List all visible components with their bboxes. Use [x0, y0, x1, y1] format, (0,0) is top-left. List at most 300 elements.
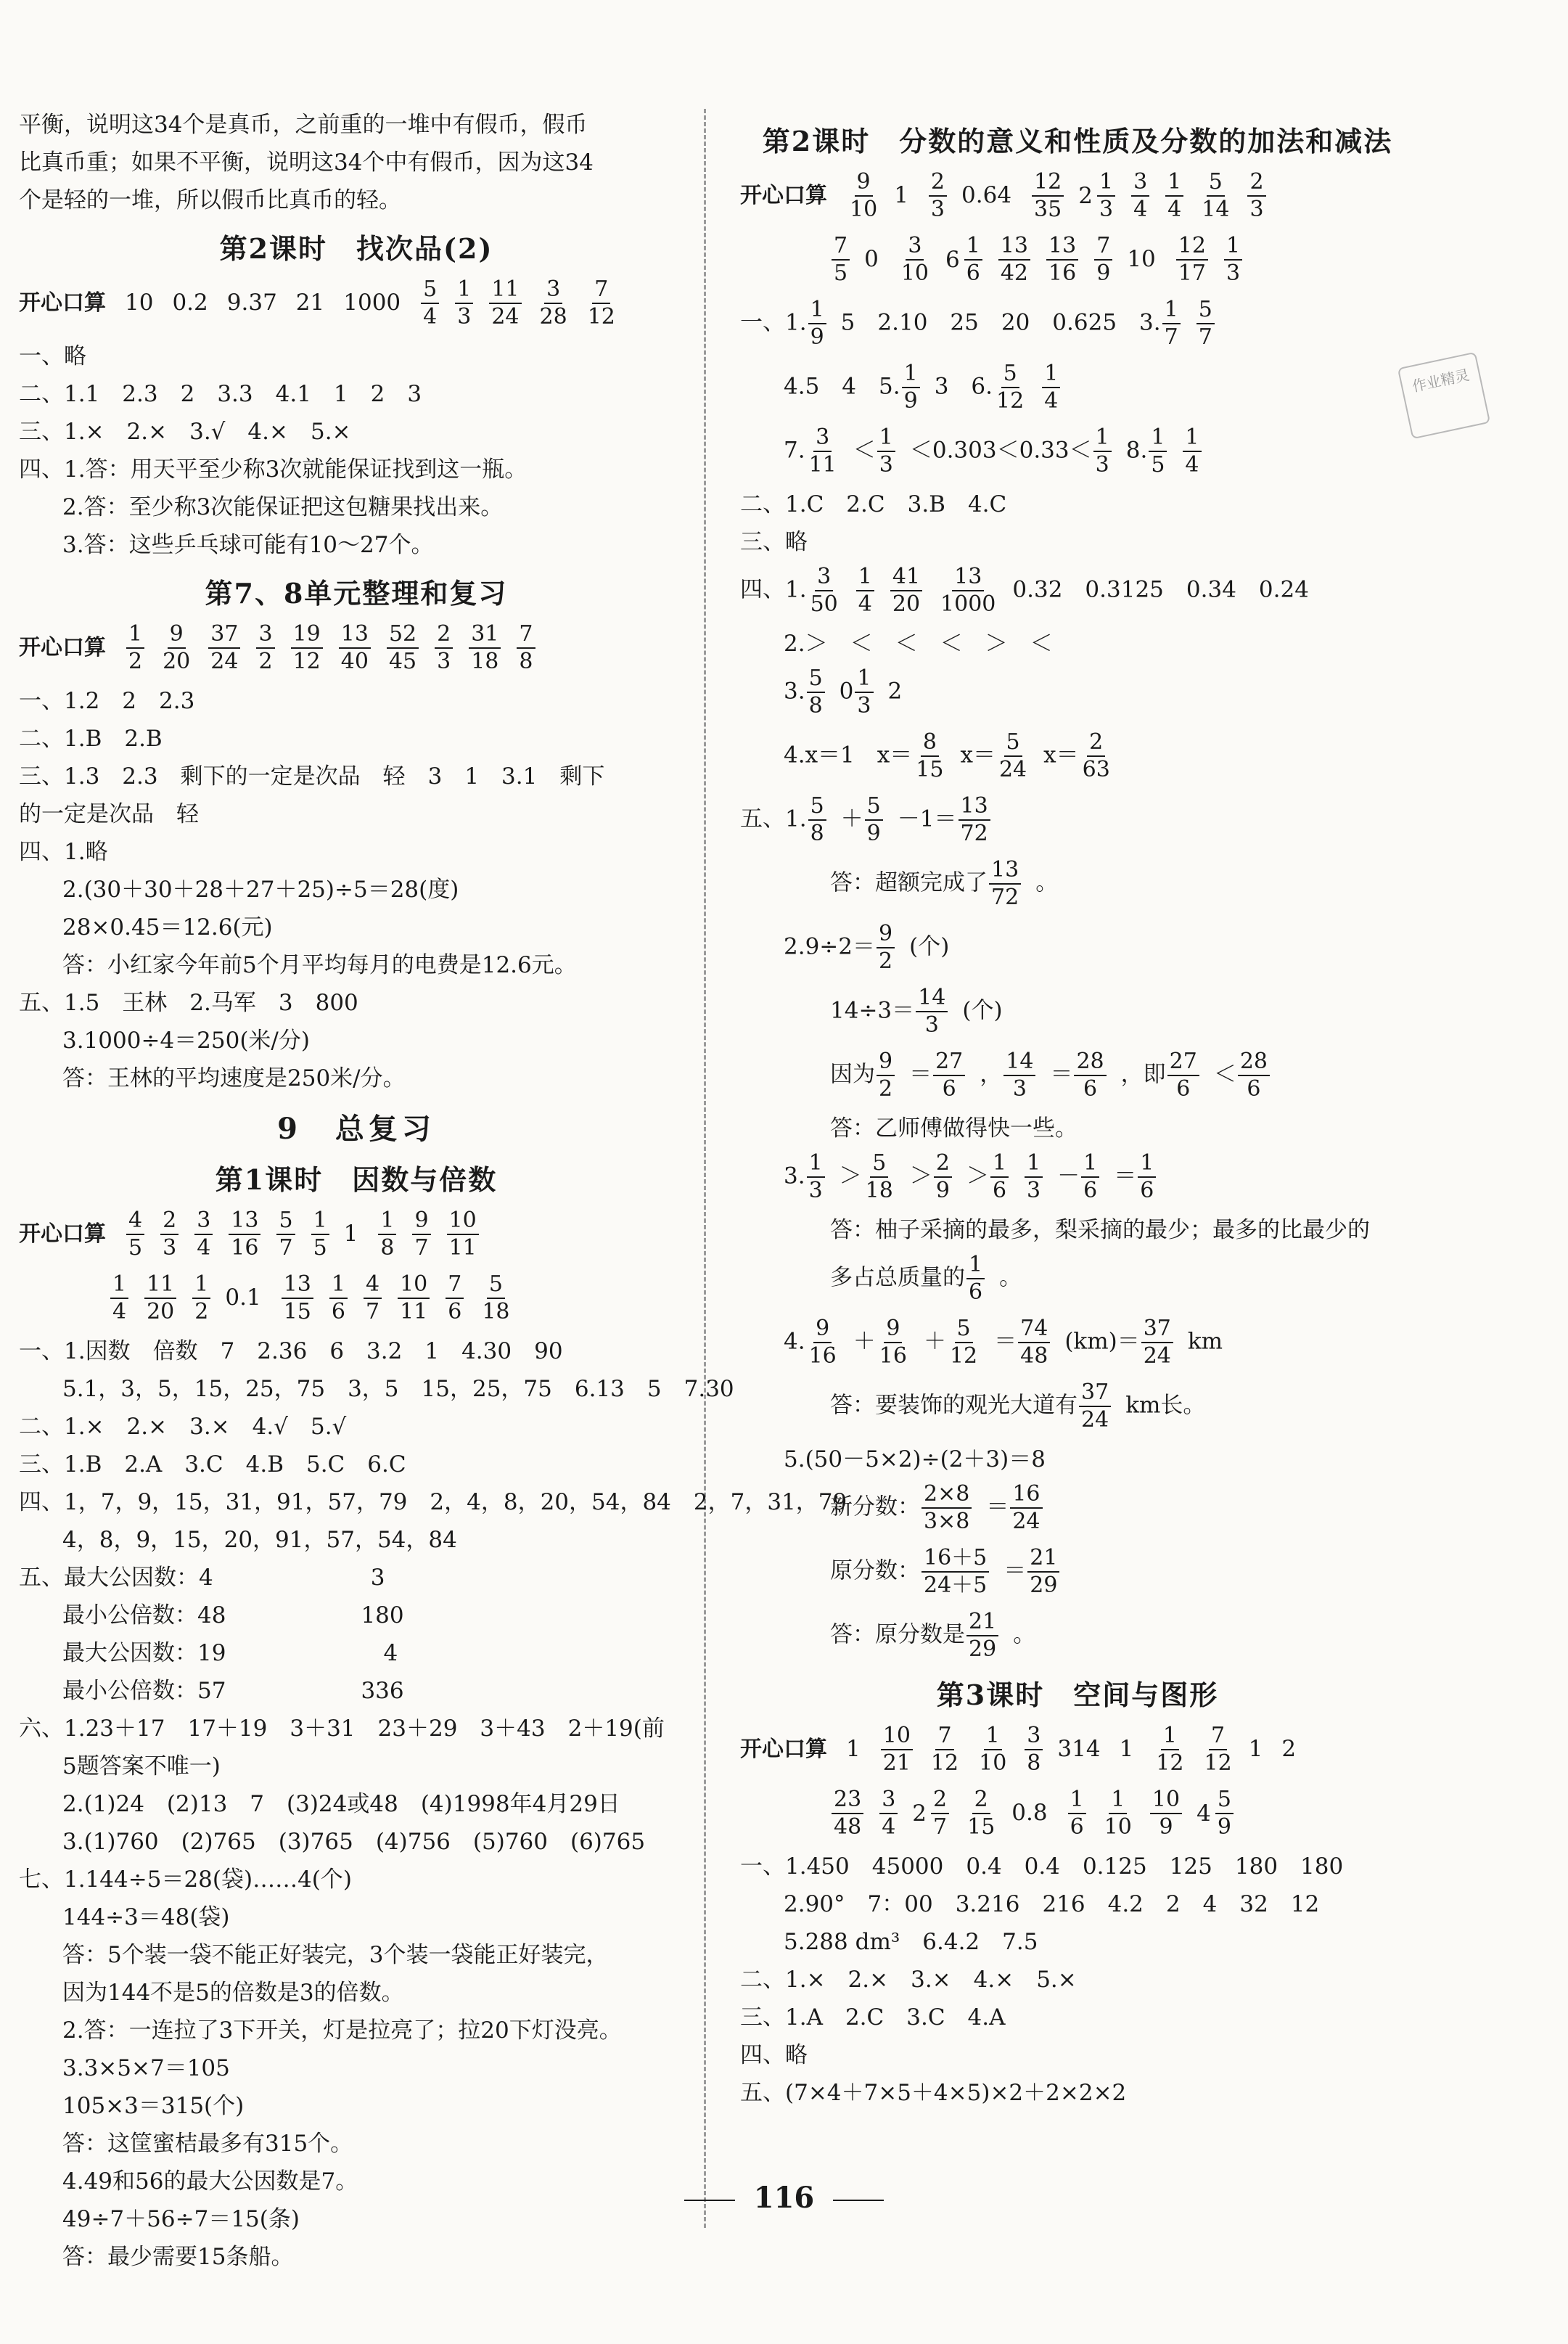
- numerator: 27: [1167, 1049, 1199, 1076]
- fraction: [994, 361, 1026, 414]
- answer-text: (km)＝: [1064, 1328, 1140, 1355]
- numerator: 1: [1109, 1787, 1127, 1814]
- denominator: 5: [128, 1235, 143, 1261]
- numerator: 37: [1079, 1380, 1111, 1407]
- fraction: [1042, 361, 1060, 414]
- answer-text: ＝: [909, 1061, 932, 1088]
- fraction: [110, 1271, 128, 1325]
- answer-line: [740, 985, 1415, 1038]
- numerator: 31: [469, 621, 501, 649]
- denominator: 12: [587, 304, 615, 329]
- numerator: 1: [1081, 1150, 1099, 1178]
- numerator: 1: [856, 564, 874, 591]
- answer-line: [740, 1150, 1415, 1204]
- kouxuan-row: [19, 1208, 694, 1261]
- answer-text: －: [1057, 1163, 1080, 1189]
- answer-line: 答：乙师傅做得快一些。: [830, 1115, 1078, 1142]
- answer-text: 0.64: [961, 181, 1012, 208]
- denominator: 6: [942, 1076, 956, 1102]
- numerator: 9: [884, 1316, 902, 1343]
- fraction: [1032, 169, 1064, 223]
- kouxuan-row: [740, 233, 1415, 287]
- answer-text: 10: [125, 289, 154, 316]
- answer-line: 2.答：一连拉了3下开关，灯是拉亮了；拉20下灯没亮。: [62, 2017, 622, 2044]
- denominator: 21: [882, 1750, 911, 1776]
- numerator: 2: [934, 1150, 952, 1178]
- fraction: [1138, 1150, 1156, 1204]
- answer-text: 3 6.: [934, 373, 993, 400]
- fraction: [877, 425, 895, 478]
- answer-line: 一、略: [19, 343, 86, 369]
- denominator: 1000: [940, 591, 996, 617]
- fraction: [965, 1787, 997, 1840]
- answer-text: 原分数：: [830, 1557, 920, 1584]
- denominator: 35: [1034, 197, 1062, 222]
- denominator: 12: [1156, 1750, 1184, 1776]
- whole-part: 4: [1196, 1800, 1211, 1827]
- numerator: 7: [832, 233, 850, 261]
- answer-text: 10: [1127, 245, 1156, 272]
- fraction: [194, 1208, 213, 1261]
- numerator: 13: [1046, 233, 1078, 261]
- denominator: 15: [916, 757, 944, 782]
- answer-text: 4.x＝1 x＝: [784, 742, 913, 769]
- answer-text: 314: [1057, 1735, 1101, 1762]
- denominator: 3: [163, 1235, 177, 1261]
- numerator: 7: [1094, 233, 1112, 261]
- kouxuan-row: [740, 1787, 1415, 1840]
- fraction: [489, 276, 521, 330]
- fraction: [329, 1271, 348, 1325]
- answer-text: 1: [343, 1220, 358, 1247]
- numerator: 5: [807, 665, 825, 693]
- answer-line: 最小公倍数：57 336: [62, 1678, 404, 1704]
- answer-line: [740, 793, 1415, 847]
- fraction: [1027, 1545, 1059, 1599]
- denominator: 29: [969, 1636, 997, 1662]
- answer-text: 0: [839, 678, 854, 705]
- denominator: 4: [197, 1235, 211, 1261]
- answer-text: 7.: [784, 437, 805, 464]
- answer-line: 二、1.C 2.C 3.B 4.C: [740, 491, 1007, 517]
- footer-dash-left: [684, 2200, 735, 2201]
- answer-text: 0: [864, 245, 879, 272]
- numerator: 7: [517, 621, 535, 649]
- page-number: 116: [753, 2181, 815, 2215]
- numerator: 74: [1018, 1316, 1050, 1343]
- fraction: [1199, 169, 1231, 223]
- answer-line: 一、1.因数 倍数 7 2.36 6 3.2 1 4.30 90: [19, 1338, 563, 1364]
- numerator: 10: [398, 1271, 430, 1299]
- answer-line: 2.＞ ＜ ＜ ＜ ＞ ＜: [784, 631, 1053, 657]
- answer-text: 0.2: [172, 289, 208, 316]
- numerator: 1: [807, 1150, 825, 1178]
- answer-line: 3.3×5×7＝105: [62, 2055, 230, 2081]
- numerator: 3: [194, 1208, 213, 1235]
- fraction: [586, 276, 617, 330]
- numerator: 13: [952, 564, 984, 591]
- denominator: 6: [1083, 1076, 1098, 1102]
- denominator: 7: [933, 1814, 948, 1840]
- fraction: [890, 564, 922, 618]
- answer-line: 六、1.23＋17 17＋19 3＋31 23＋29 3＋43 2＋19(前: [19, 1716, 665, 1742]
- numerator: 2: [1087, 729, 1105, 757]
- fraction: [966, 1609, 998, 1663]
- answer-text: 1: [846, 1735, 861, 1762]
- fraction: [1176, 233, 1208, 287]
- answer-line: [740, 665, 1415, 719]
- answer-line: 105×3＝315(个): [62, 2093, 245, 2119]
- answer-text: (个): [962, 997, 1003, 1024]
- fraction: [282, 1271, 313, 1325]
- answer-text: 1000: [343, 289, 401, 316]
- answer-text: －1＝: [897, 806, 957, 832]
- denominator: 16: [879, 1343, 907, 1369]
- denominator: 8: [810, 821, 824, 846]
- answer-line: 3.(1)760 (2)765 (3)765 (4)756 (5)760 (6)765: [62, 1829, 646, 1855]
- answer-line: 一、1.450 45000 0.4 0.4 0.125 125 180 180: [740, 1853, 1344, 1880]
- numerator: 3: [544, 276, 562, 304]
- denominator: 3: [1012, 1076, 1027, 1102]
- numerator: 2: [929, 169, 947, 197]
- fraction: [921, 1545, 989, 1599]
- denominator: 6: [992, 1178, 1007, 1203]
- denominator: 72: [991, 885, 1019, 910]
- numerator: 1: [855, 665, 873, 693]
- answer-text: 4.: [784, 1328, 805, 1355]
- whole-part: 2: [912, 1800, 927, 1827]
- numerator: 9: [813, 1316, 832, 1343]
- denominator: 11: [448, 1235, 477, 1261]
- answer-line: 3.1000÷4＝250(米/分): [62, 1028, 310, 1054]
- section-title: 第2课时 找次品(2): [219, 232, 493, 265]
- answer-line: 答：王林的平均速度是250米/分。: [62, 1065, 406, 1091]
- numerator: 4: [126, 1208, 144, 1235]
- numerator: 5: [1004, 729, 1022, 757]
- answer-line: [740, 921, 1415, 975]
- fraction: [998, 233, 1030, 287]
- answer-line: 28×0.45＝12.6(元): [62, 914, 273, 941]
- numerator: 28: [1074, 1049, 1106, 1076]
- denominator: 6: [966, 261, 980, 286]
- numerator: 5: [1196, 297, 1215, 324]
- denominator: 4: [1044, 388, 1059, 414]
- denominator: 3: [1095, 452, 1109, 478]
- answer-line: 5题答案不唯一): [62, 1753, 221, 1779]
- numerator: 11: [489, 276, 521, 304]
- section-title: 第7、8单元整理和复习: [205, 577, 508, 610]
- answer-text: ＋: [853, 1328, 876, 1355]
- numerator: 3: [1025, 1723, 1043, 1750]
- kouxuan-label: 开心口算: [19, 290, 106, 316]
- fraction: [948, 1316, 980, 1369]
- denominator: 3: [437, 649, 451, 674]
- answer-text: ＝: [986, 1493, 1009, 1520]
- denominator: 48: [834, 1814, 862, 1840]
- numerator: 14: [916, 985, 948, 1012]
- fraction: [1165, 169, 1183, 223]
- fraction: [856, 564, 874, 618]
- right-column: [740, 109, 1415, 2115]
- fraction: [455, 276, 473, 330]
- section-title: 第2课时 分数的意义和性质及分数的加法和减法: [762, 125, 1393, 157]
- numerator: 1: [192, 1271, 210, 1299]
- fraction: [1150, 1787, 1182, 1840]
- numerator: 4: [364, 1271, 382, 1299]
- denominator: 10: [850, 197, 878, 222]
- fraction: [863, 1150, 895, 1204]
- answer-line: [740, 1545, 1415, 1599]
- fraction: [807, 1316, 839, 1369]
- denominator: 2: [128, 649, 143, 674]
- denominator: 29: [1030, 1573, 1058, 1598]
- denominator: 6: [448, 1299, 462, 1324]
- fraction: [256, 621, 274, 675]
- numerator: 1: [1138, 1150, 1156, 1178]
- fraction: [1183, 425, 1201, 478]
- denominator: 3: [1226, 261, 1241, 286]
- answer-text: ＋: [923, 1328, 946, 1355]
- fraction: [929, 1723, 961, 1777]
- numerator: 1: [378, 1208, 396, 1235]
- fraction: [469, 621, 501, 675]
- denominator: 12: [949, 1343, 978, 1369]
- answer-text: ＝: [1003, 1557, 1027, 1584]
- answer-text: 。: [1013, 1621, 1036, 1648]
- answer-text: ＝: [994, 1328, 1017, 1355]
- numerator: 16＋5: [921, 1545, 989, 1573]
- fraction: [435, 621, 453, 675]
- denominator: 9: [810, 324, 824, 350]
- answer-text: 答：超额完成了: [830, 869, 988, 896]
- numerator: 13: [229, 1208, 260, 1235]
- mixed-number: [912, 1787, 952, 1840]
- fraction: [192, 1271, 210, 1325]
- denominator: 2: [879, 1076, 893, 1102]
- answer-text: 3.: [784, 678, 805, 705]
- numerator: 1: [808, 297, 826, 324]
- denominator: 24: [1143, 1343, 1171, 1369]
- numerator: 12: [1176, 233, 1208, 261]
- numerator: 1: [1068, 1787, 1086, 1814]
- denominator: 40: [340, 649, 369, 674]
- answer-text: km: [1187, 1328, 1223, 1355]
- answer-text: 因为: [830, 1061, 875, 1088]
- denominator: 6: [1070, 1814, 1084, 1840]
- fraction: [387, 621, 419, 675]
- numerator: 5: [865, 793, 883, 821]
- numerator: 13: [989, 857, 1021, 885]
- numerator: 3: [256, 621, 274, 649]
- answer-line: 平衡，说明这34个是真币，之前重的一堆中有假币，假币: [19, 112, 588, 138]
- fraction: [807, 425, 839, 478]
- denominator: 7: [279, 1235, 293, 1261]
- denominator: 6: [1247, 1076, 1261, 1102]
- numerator: 2: [972, 1787, 990, 1814]
- denominator: 17: [1178, 261, 1206, 286]
- denominator: 16: [808, 1343, 837, 1369]
- numerator: 1: [126, 621, 144, 649]
- numerator: 1: [1097, 169, 1115, 197]
- numerator: 5: [1001, 361, 1019, 388]
- answer-text: 1: [894, 181, 908, 208]
- answer-text: 1: [1248, 1735, 1263, 1762]
- fraction: [808, 297, 826, 351]
- answer-line: 2.90° 7：00 3.216 216 4.2 2 4 32 12: [784, 1891, 1320, 1917]
- answer-text: 3.: [784, 1163, 805, 1189]
- fraction: [480, 1271, 512, 1325]
- numerator: 1: [984, 1723, 1002, 1750]
- answer-line: 四、1，7，9，15，31，91，57，79 2，4，8，20，54，84 2，7，31，79: [19, 1489, 847, 1515]
- numerator: 2×8: [921, 1481, 972, 1509]
- fraction: [446, 1271, 464, 1325]
- fraction: [902, 361, 920, 414]
- footer-dash-right: [833, 2200, 884, 2201]
- answer-text: (个): [909, 933, 950, 960]
- numerator: 1: [990, 1150, 1009, 1178]
- numerator: 5: [276, 1208, 295, 1235]
- denominator: 50: [810, 591, 838, 617]
- answer-line: 3.答：这些乒乓球可能有10～27个。: [62, 532, 434, 558]
- numerator: 13: [339, 621, 371, 649]
- numerator: 41: [890, 564, 922, 591]
- denominator: 4: [1185, 452, 1199, 478]
- numerator: 5: [808, 793, 826, 821]
- denominator: 6: [969, 1279, 983, 1305]
- answer-text: 5 2.10 25 20 0.625 3.: [840, 309, 1161, 336]
- answer-line: 答：这筐蜜桔最多有315个。: [62, 2131, 353, 2157]
- denominator: 12: [930, 1750, 959, 1776]
- denominator: 6: [331, 1299, 345, 1324]
- numerator: 9: [412, 1208, 430, 1235]
- denominator: 4: [882, 1814, 896, 1840]
- fraction: [1224, 233, 1242, 287]
- fraction: [1080, 729, 1112, 783]
- answer-text: ＝: [1114, 1163, 1137, 1189]
- answer-text: 0.32 0.3125 0.34 0.24: [1012, 576, 1309, 603]
- section-title: 第1课时 因数与倍数: [215, 1163, 498, 1196]
- answer-text: x＝: [960, 742, 996, 769]
- fraction: [997, 729, 1029, 783]
- numerator: 5: [955, 1316, 973, 1343]
- answer-text: 2: [887, 678, 903, 705]
- answer-text: x＝: [1043, 742, 1079, 769]
- answer-text: ＞: [909, 1163, 932, 1189]
- fraction: [291, 621, 323, 675]
- answer-text: 9.37: [226, 289, 277, 316]
- denominator: 63: [1082, 757, 1110, 782]
- denominator: 5: [313, 1235, 327, 1261]
- numerator: 3: [815, 564, 833, 591]
- numerator: 2: [1247, 169, 1265, 197]
- kouxuan-row: [19, 1271, 694, 1325]
- fraction: [1131, 169, 1149, 223]
- fraction: [877, 1316, 909, 1369]
- answer-line: [740, 1049, 1415, 1102]
- denominator: 14: [1202, 197, 1230, 222]
- numerator: 1: [1162, 297, 1181, 324]
- fraction: [1167, 1049, 1199, 1102]
- fraction: [1074, 1049, 1106, 1102]
- denominator: 20: [147, 1299, 175, 1324]
- answer-text: 21: [295, 289, 325, 316]
- denominator: 3: [930, 197, 945, 222]
- section-title: 9 总复习: [277, 1112, 435, 1146]
- numerator: 1: [966, 1252, 985, 1279]
- fraction: [877, 1049, 895, 1102]
- denominator: 9: [1217, 1814, 1231, 1840]
- answer-text: ＝: [1050, 1061, 1073, 1088]
- fraction: [160, 621, 192, 675]
- fraction: [1018, 1316, 1050, 1369]
- denominator: 24: [1081, 1407, 1109, 1433]
- answer-text: 。: [999, 1264, 1022, 1291]
- numerator: 10: [447, 1208, 479, 1235]
- numerator: 14: [1003, 1049, 1035, 1076]
- fraction: [931, 1787, 949, 1840]
- answer-line: [740, 297, 1415, 351]
- answer-text: 8.: [1125, 437, 1148, 464]
- answer-line: [740, 729, 1415, 783]
- numerator: 5: [1215, 1787, 1234, 1814]
- fraction: [1010, 1481, 1042, 1535]
- mixed-number: [945, 233, 985, 287]
- kouxuan-label: 开心口算: [740, 182, 827, 208]
- fraction: [1081, 1150, 1099, 1204]
- answer-line: 五、(7×4＋7×5＋4×5)×2＋2×2×2: [740, 2080, 1127, 2106]
- denominator: 5: [834, 261, 848, 286]
- answer-text: km长。: [1125, 1392, 1206, 1419]
- answer-text: 2.9÷2＝: [784, 933, 875, 960]
- answer-text: ＜: [1213, 1061, 1236, 1088]
- numerator: 37: [1141, 1316, 1173, 1343]
- denominator: 48: [1020, 1343, 1048, 1369]
- answer-text: 。: [1035, 869, 1059, 896]
- denominator: 24: [1012, 1509, 1040, 1534]
- numerator: 9: [168, 621, 186, 649]
- denominator: 24＋5: [924, 1573, 988, 1598]
- answer-text: 4.5 4 5.: [784, 373, 900, 400]
- denominator: 3×8: [924, 1509, 970, 1534]
- answer-text: 五、1.: [740, 806, 807, 832]
- fraction: [914, 729, 945, 783]
- fraction: [421, 276, 439, 330]
- numerator: 2: [931, 1787, 949, 1814]
- numerator: 1: [1224, 233, 1242, 261]
- numerator: 9: [877, 921, 895, 948]
- answer-text: ，即: [1120, 1061, 1166, 1088]
- answer-text: ＞: [966, 1163, 989, 1189]
- denominator: 24: [491, 304, 520, 329]
- denominator: 4: [112, 1299, 127, 1324]
- denominator: 8: [519, 649, 533, 674]
- answer-line: 2.(1)24 (2)13 7 (3)24或48 (4)1998年4月29日: [62, 1791, 620, 1817]
- fraction: [1003, 1049, 1035, 1102]
- fraction: [412, 1208, 430, 1261]
- answer-line: [740, 1609, 1415, 1663]
- fraction: [832, 1787, 863, 1840]
- denominator: 12: [1204, 1750, 1232, 1776]
- denominator: 15: [967, 1814, 996, 1840]
- fraction: [276, 1208, 295, 1261]
- answer-line: 49÷7＋56÷7＝15(条): [62, 2206, 300, 2232]
- numerator: 3: [1131, 169, 1149, 197]
- section-title: 第3课时 空间与图形: [936, 1679, 1219, 1711]
- denominator: 10: [1104, 1814, 1132, 1840]
- answer-line: 比真币重；如果不平衡，说明这34个中有假币，因为这34: [19, 149, 594, 176]
- answer-line: 五、最大公因数：4 3: [19, 1565, 385, 1591]
- fraction: [1068, 1787, 1086, 1840]
